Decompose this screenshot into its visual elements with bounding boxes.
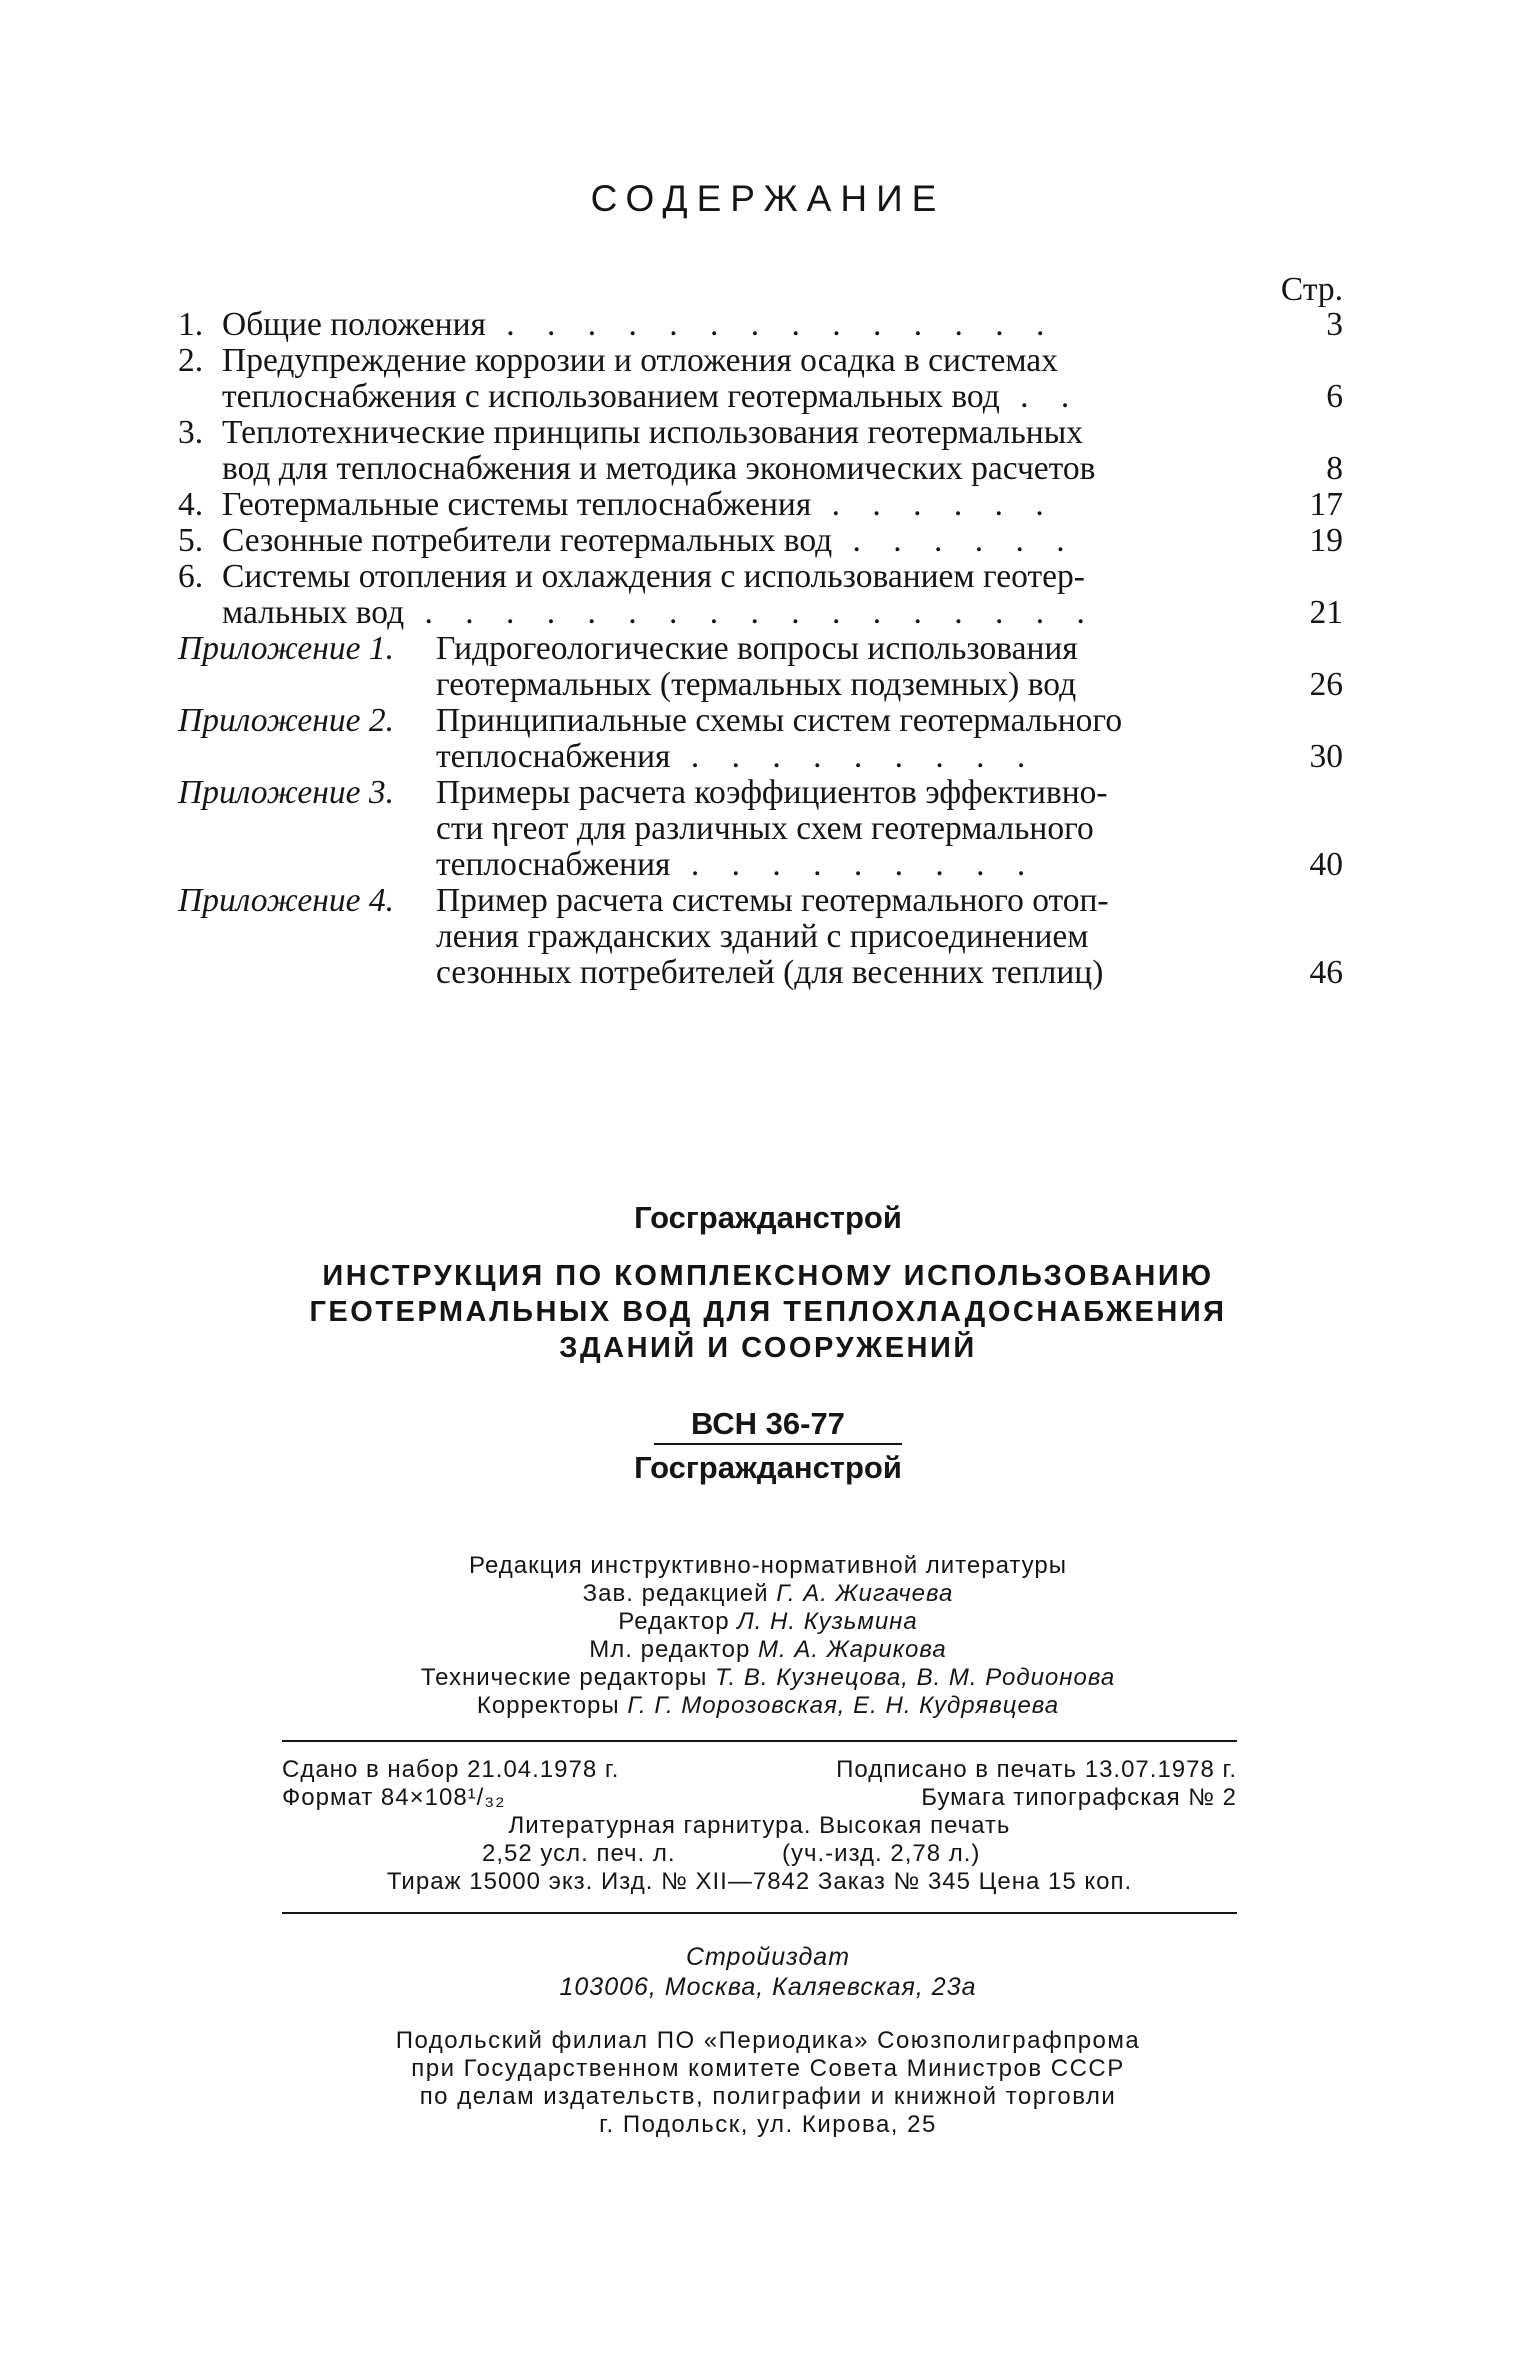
appendix-label: Приложение 1.	[178, 630, 394, 667]
divider-bottom	[282, 1912, 1237, 1914]
editorial-line: Зав. редакцией Г. А. Жигачева	[582, 1580, 954, 1607]
toc-entry-text: Пример расчета системы геотермального отоп-	[436, 882, 1109, 919]
document-title-line: ГЕОТЕРМАЛЬНЫХ ВОД ДЛЯ ТЕПЛОХЛАДОСНАБЖЕНИЯ	[309, 1296, 1227, 1328]
editorial-line: Редактор Л. Н. Кузьмина	[618, 1608, 918, 1635]
toc-entry-text: геотермальных (термальных подземных) вод	[436, 666, 1077, 703]
toc-entry-number: 6.	[178, 558, 204, 595]
document-page: СОДЕРЖАНИЕ Стр. 1. Общие положения . . . . . . . . . . . . . . 3 2. Предупреждение коррозии и отложения осадка в системах теплоснабжения с использованием геотермальных вод . . 6 3. Теплотехнические принципы использования геотермальных вод для теплоснабжения и методика экономических расчетов 8 4. Геотермальные системы теплоснабжения . . . . . . 17 5. Сезонные потребители геотермальных вод . . . . . . 19 6. Системы отопления и охлаждения с использованием геотер- мальных вод . . . . . . . . . . . . . . . . . 21 Приложение 1. Гидрогеологические вопросы использования геотермальных (термальных подземных) вод 26 Приложение 2. Принципиальные схемы систем геотермального теплоснабжения . . . . . . . . . 30 Приложение 3. Примеры расчета коэффициентов эффективно- сти ηгеот для различных схем геотермального теплоснабжения . . . . . . . . . 40 Приложение 4. Пример расчета системы геотермального отоп- ления гражданских зданий с присоединением сезонных потребителей (для весенних теплиц) 46 Госгражданстрой ИНСТРУКЦИЯ ПО КОМПЛЕКСНОМУ ИСПОЛЬЗОВАНИЮ ГЕОТЕРМАЛЬНЫХ ВОД ДЛЯ ТЕПЛОХЛАДОСНАБЖЕНИЯ ЗДАНИЙ И СООРУЖЕНИЙ ВСН 36-77 Госгражданстрой Редакция инструктивно-нормативной литературы Зав. редакцией Г. А. Жигачева Редактор Л. Н. Кузьмина Мл. редактор М. А. Жарикова Технические редакторы Т. В. Кузнецова, В. М. Родионова Корректоры Г. Г. Морозовская, Е. Н. Кудрявцева Сдано в набор 21.04.1978 г. Подписано в печать 13.07.1978 г. Формат 84×108¹/₃₂ Бумага типографская № 2 Литературная гарнитура. Высокая печать 2,52 усл. печ. л. (уч.-изд. 2,78 л.) Тираж 15000 экз. Изд. № XII—7842 Заказ № 345 Цена 15 коп. Стройиздат 103006, Москва, Каляевская, 23а Подольский филиал ПО «Периодика» Союзполиграфпрома при Государственном комитете Совета Министров СССР по делам издательств, полиграфии и книжной торговли г. Подольск, ул. Кирова, 25	[0, 0, 1536, 2363]
printed-sheets: 2,52 усл. печ. л.	[482, 1840, 676, 1867]
printer-line: Подольский филиал ПО «Периодика» Союзполиграфпрома	[395, 2027, 1141, 2054]
toc-entry-page: 8	[1326, 450, 1343, 487]
toc-entry-text: ления гражданских зданий с присоединением	[436, 918, 1089, 955]
circulation-line: Тираж 15000 экз. Изд. № XII—7842 Заказ № 345 Цена 15 коп.	[386, 1868, 1133, 1895]
toc-entry-text: вод для теплоснабжения и методика экономических расчетов	[222, 450, 1096, 487]
toc-entry-page: 46	[1309, 954, 1343, 991]
toc-entry-page: 19	[1309, 522, 1343, 559]
toc-title: СОДЕРЖАНИЕ	[590, 178, 946, 219]
toc-entry-text: Примеры расчета коэффициентов эффективно-	[436, 774, 1108, 811]
divider-top	[282, 1740, 1237, 1742]
toc-entry-page: 30	[1309, 738, 1343, 775]
appendix-label: Приложение 3.	[178, 774, 394, 811]
toc-entry-page: 6	[1326, 378, 1343, 415]
print-data	[282, 1756, 1237, 1896]
toc-entry-text: Геотермальные системы теплоснабжения	[222, 486, 812, 523]
organization-name-bottom: Госгражданстрой	[634, 1450, 902, 1485]
toc-entry-page: 21	[1309, 594, 1343, 631]
toc-entry-text: сти ηгеот для различных схем геотермального	[436, 810, 1094, 847]
paper: Бумага типографская № 2	[921, 1784, 1237, 1811]
toc-entry-page: 26	[1309, 666, 1343, 703]
publisher	[0, 1942, 1536, 2002]
toc-entry-page: 40	[1309, 846, 1343, 883]
editorial-credits	[0, 1552, 1536, 1720]
toc-entry-text: Предупреждение коррозии и отложения осадка в системах	[222, 342, 1058, 379]
edition-sheets: (уч.-изд. 2,78 л.)	[782, 1840, 981, 1867]
editorial-line: Мл. редактор М. А. Жарикова	[589, 1636, 947, 1663]
code-underline	[654, 1443, 902, 1445]
toc-entry-number: 3.	[178, 414, 204, 451]
toc-entry-text: мальных вод	[222, 594, 405, 631]
typeset-date: Сдано в набор 21.04.1978 г.	[282, 1756, 620, 1783]
organization-name: Госгражданстрой	[634, 1200, 902, 1235]
document-title-line: ЗДАНИЙ И СООРУЖЕНИЙ	[559, 1332, 977, 1364]
appendix-label: Приложение 4.	[178, 882, 394, 919]
toc-entry-text: теплоснабжения с использованием геотермальных вод	[222, 378, 1000, 415]
toc-entry-page: 3	[1326, 306, 1343, 343]
toc-entry-text: Теплотехнические принципы использования геотермальных	[222, 414, 1083, 451]
toc-entry-number: 5.	[178, 522, 204, 559]
toc-entry-text: Принципиальные схемы систем геотермального	[436, 702, 1123, 739]
format: Формат 84×108¹/₃₂	[282, 1784, 506, 1811]
toc-entry-text: Системы отопления и охлаждения с использованием геотер-	[222, 558, 1085, 595]
toc-entry-text: Общие положения	[222, 306, 486, 343]
editorial-line: Технические редакторы Т. В. Кузнецова, В. М. Родионова	[420, 1664, 1116, 1691]
toc-entry-text: Гидрогеологические вопросы использования	[436, 630, 1078, 667]
editorial-line: Корректоры Г. Г. Морозовская, Е. Н. Кудрявцева	[476, 1692, 1060, 1719]
printer-line: г. Подольск, ул. Кирова, 25	[599, 2111, 937, 2138]
toc-entry-page: 17	[1309, 486, 1343, 523]
printer-info	[0, 2027, 1536, 2139]
editorial-line: Редакция инструктивно-нормативной литературы	[468, 1552, 1067, 1579]
signed-date: Подписано в печать 13.07.1978 г.	[836, 1756, 1237, 1783]
document-title	[0, 1258, 1536, 1366]
printer-line: по делам издательств, полиграфии и книжной торговли	[419, 2083, 1117, 2110]
document-title-line: ИНСТРУКЦИЯ ПО КОМПЛЕКСНОМУ ИСПОЛЬЗОВАНИЮ	[322, 1260, 1214, 1292]
publisher-address: 103006, Москва, Каляевская, 23а	[559, 1973, 977, 2001]
document-code: ВСН 36-77	[691, 1406, 845, 1441]
toc-entry-text: сезонных потребителей (для весенних теплиц)	[436, 954, 1104, 991]
toc-entry-number: 2.	[178, 342, 204, 379]
publisher-name: Стройиздат	[685, 1943, 851, 1971]
typeface: Литературная гарнитура. Высокая печать	[508, 1812, 1011, 1839]
toc-entry-number: 1.	[178, 306, 204, 343]
toc-entry-text: теплоснабжения	[436, 738, 671, 775]
toc-entry-text: Сезонные потребители геотермальных вод	[222, 522, 833, 559]
toc-entry-number: 4.	[178, 486, 204, 523]
page-column-header: Стр.	[1280, 271, 1343, 308]
toc-entry-text: теплоснабжения	[436, 846, 671, 883]
printer-line: при Государственном комитете Совета Министров СССР	[411, 2055, 1125, 2082]
appendix-label: Приложение 2.	[178, 702, 394, 739]
